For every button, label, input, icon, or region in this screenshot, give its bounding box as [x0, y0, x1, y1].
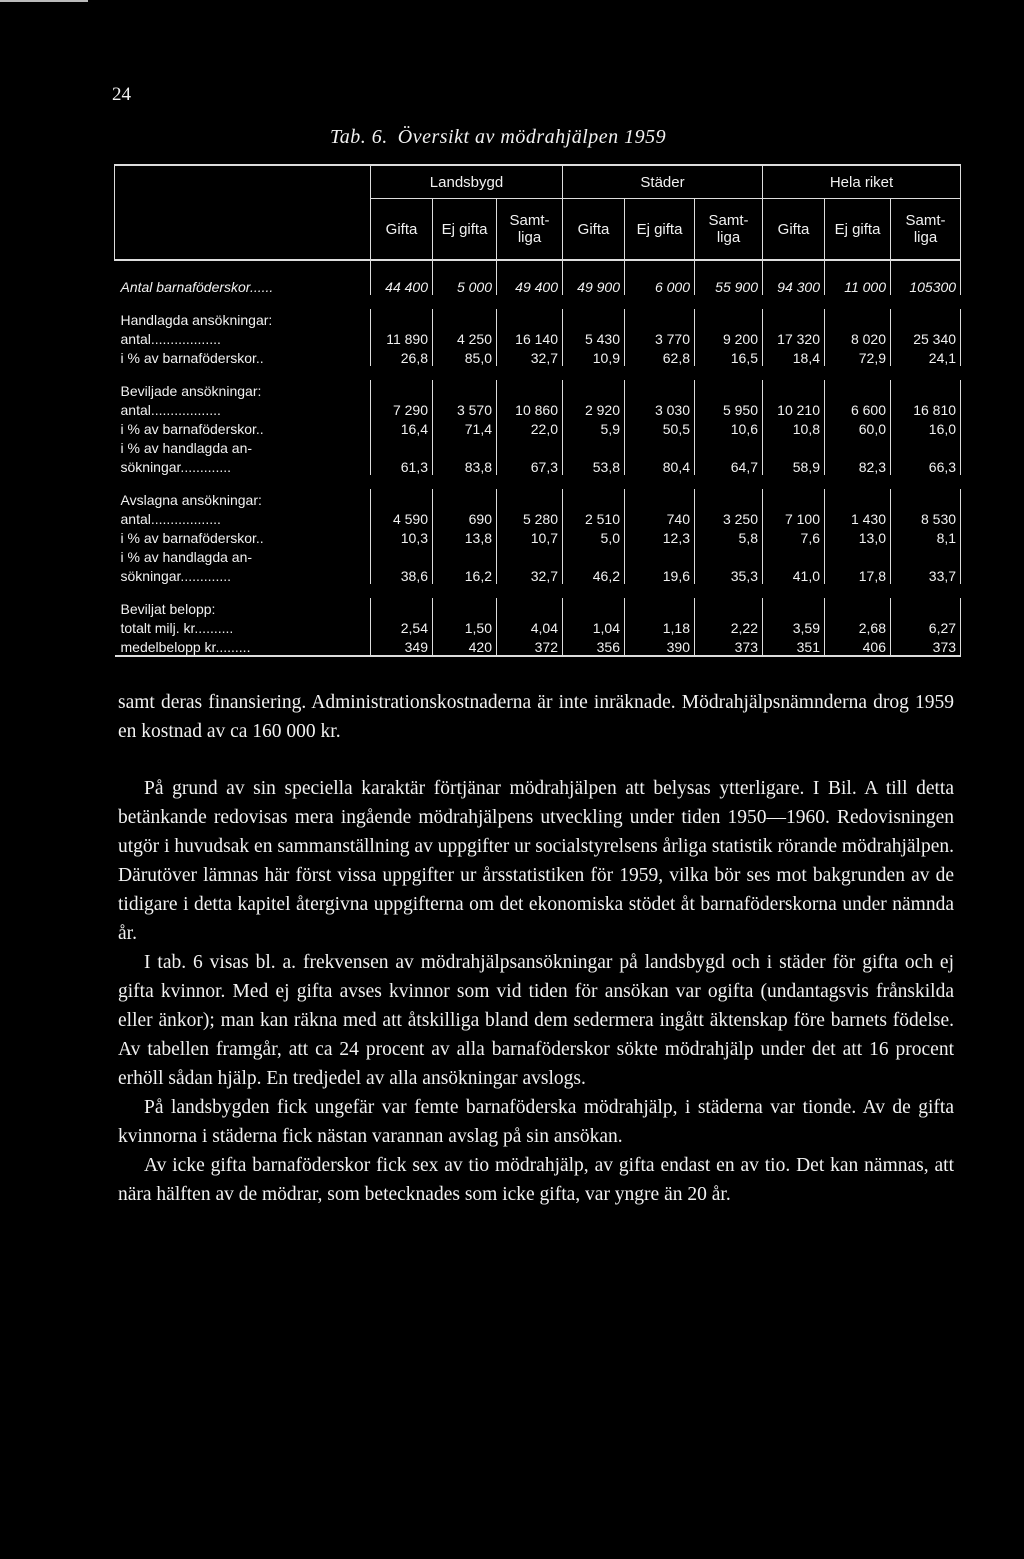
column-header: Gifta: [371, 199, 433, 261]
table-cell: 64,7: [695, 456, 763, 475]
table-row: [115, 418, 961, 437]
table-cell: 10,9: [563, 347, 625, 366]
table-cell: 690: [433, 508, 497, 527]
table-row: [115, 617, 961, 636]
table-cell: 22,0: [497, 418, 563, 437]
row-spacer: [115, 366, 961, 380]
row-label: i % av barnaföderskor..: [120, 350, 264, 366]
table-row: [115, 456, 961, 475]
table-cell: 46,2: [563, 565, 625, 584]
table-row: [115, 347, 961, 366]
column-header: Ej gifta: [625, 199, 695, 261]
scan-edge-line: [0, 0, 88, 2]
table-row: [115, 260, 961, 295]
page-number: 24: [112, 84, 131, 105]
table-cell: 1,50: [433, 617, 497, 636]
table-cell: 32,7: [497, 347, 563, 366]
table-cell: 11 000: [825, 260, 891, 295]
row-label: Antal barnaföderskor......: [120, 279, 274, 295]
table-cell: 10 210: [763, 399, 825, 418]
table-cell: [371, 437, 433, 456]
table-cell: [825, 437, 891, 456]
stub-header: [115, 165, 371, 260]
table-row: [115, 309, 961, 328]
table-cell: 60,0: [825, 418, 891, 437]
column-header: Ej gifta: [825, 199, 891, 261]
table-cell: 10 860: [497, 399, 563, 418]
table-cell: [763, 309, 825, 328]
table-cell: 3,59: [763, 617, 825, 636]
table-cell: 17,8: [825, 565, 891, 584]
table-cell: 6 000: [625, 260, 695, 295]
table-cell: 2 920: [563, 399, 625, 418]
table-cell: [695, 489, 763, 508]
group-header: Landsbygd: [371, 165, 563, 199]
row-label: Handlagda ansökningar:: [120, 312, 273, 328]
table-cell: 2,68: [825, 617, 891, 636]
table-cell: [695, 380, 763, 399]
table-cell: 1 430: [825, 508, 891, 527]
table-row: [115, 636, 961, 656]
table-cell: 10,8: [763, 418, 825, 437]
table-cell: 72,9: [825, 347, 891, 366]
column-header: Gifta: [763, 199, 825, 261]
table-cell: [695, 437, 763, 456]
table-cell: [497, 380, 563, 399]
paragraph: samt deras finansiering. Administrationskostnaderna är inte inräknade. Mödrahjälpsnämnderna drog 1959 en kostnad av ca 160 000 kr.: [118, 692, 954, 742]
table-cell: [891, 598, 961, 617]
table-cell: 16,5: [695, 347, 763, 366]
table-cell: 740: [625, 508, 695, 527]
table-cell: [825, 380, 891, 399]
table-cell: 3 770: [625, 328, 695, 347]
row-label: totalt milj. kr..........: [120, 620, 234, 636]
paragraph: På landsbygden fick ungefär var femte barnaföderska mödrahjälp, i städerna var tionde. Av de gifta kvinnorna i städerna fick nästan varannan avslag på sin ansökan.: [118, 1097, 954, 1147]
table-cell: 16,4: [371, 418, 433, 437]
table-cell: 349: [371, 636, 433, 656]
column-header: Gifta: [563, 199, 625, 261]
table-cell: 406: [825, 636, 891, 656]
row-label: i % av handlagda an-: [120, 440, 253, 456]
table-cell: 49 900: [563, 260, 625, 295]
table-cell: 10,7: [497, 527, 563, 546]
table-row: [115, 399, 961, 418]
table-cell: [763, 598, 825, 617]
table-cell: 19,6: [625, 565, 695, 584]
table-cell: 105300: [891, 260, 961, 295]
table-cell: 6,27: [891, 617, 961, 636]
table-cell: 17 320: [763, 328, 825, 347]
table-cell: 41,0: [763, 565, 825, 584]
table-cell: 25 340: [891, 328, 961, 347]
row-label: Beviljade ansökningar:: [120, 383, 262, 399]
table-cell: [433, 309, 497, 328]
table-cell: [433, 598, 497, 617]
table-row: [115, 527, 961, 546]
table-row: [115, 546, 961, 565]
table-cell: 18,4: [763, 347, 825, 366]
table-cell: [695, 546, 763, 565]
table-caption-title: Översikt av mödrahjälpen 1959: [397, 126, 667, 148]
table-cell: 372: [497, 636, 563, 656]
table-cell: 3 250: [695, 508, 763, 527]
row-label: i % av handlagda an-: [120, 549, 253, 565]
table-cell: 71,4: [433, 418, 497, 437]
table-cell: [371, 380, 433, 399]
table-cell: 5 430: [563, 328, 625, 347]
table-row: [115, 598, 961, 617]
table-cell: 7 290: [371, 399, 433, 418]
table-cell: 6 600: [825, 399, 891, 418]
row-label: Beviljat belopp:: [120, 601, 216, 617]
table-cell: 44 400: [371, 260, 433, 295]
table-row: [115, 380, 961, 399]
table-cell: 4,04: [497, 617, 563, 636]
paragraph: Av icke gifta barnaföderskor fick sex av tio mödrahjälp, av gifta endast en av tio. Det kan nämnas, att nära hälften av de mödrar, som betecknades som icke gifta, var yngre än 20 år.: [118, 1155, 954, 1205]
table-cell: 80,4: [625, 456, 695, 475]
table-cell: 61,3: [371, 456, 433, 475]
row-spacer: [115, 295, 961, 309]
table-cell: 8 530: [891, 508, 961, 527]
table-cell: 16,0: [891, 418, 961, 437]
table-cell: [433, 380, 497, 399]
table-row: [115, 328, 961, 347]
table-cell: 16 810: [891, 399, 961, 418]
table-cell: 420: [433, 636, 497, 656]
table-cell: 53,8: [563, 456, 625, 475]
table-cell: 9 200: [695, 328, 763, 347]
table-cell: 5,9: [563, 418, 625, 437]
row-spacer: [115, 584, 961, 598]
table-cell: 66,3: [891, 456, 961, 475]
table-cell: 24,1: [891, 347, 961, 366]
table-cell: 5 280: [497, 508, 563, 527]
table-cell: [497, 489, 563, 508]
row-spacer: [115, 475, 961, 489]
table-cell: [625, 598, 695, 617]
table-cell: 5,8: [695, 527, 763, 546]
table-cell: [825, 598, 891, 617]
table-cell: [371, 489, 433, 508]
table-cell: [695, 309, 763, 328]
table-caption-label: Tab. 6.: [330, 126, 388, 148]
table-cell: 33,7: [891, 565, 961, 584]
row-label: medelbelopp kr.........: [115, 636, 371, 656]
table-cell: [497, 598, 563, 617]
statistics-table: [114, 164, 961, 657]
table-cell: 8,1: [891, 527, 961, 546]
row-label: i % av barnaföderskor..: [120, 421, 264, 437]
table-cell: [563, 489, 625, 508]
table-cell: 16,2: [433, 565, 497, 584]
table-cell: 83,8: [433, 456, 497, 475]
table-cell: 67,3: [497, 456, 563, 475]
table-cell: [433, 489, 497, 508]
paragraph: I tab. 6 visas bl. a. frekvensen av mödrahjälpsansökningar på landsbygd och i städer för gifta och ej gifta kvinnor. Med ej gifta avses kvinnor som vid tiden för ansökan var ogifta (undantagsvis frånskilda eller änkor); man kan räkna med att åtskilliga bland dem sedermera ingått äktenskap före barnets födelse. Av tabellen framgår, att ca 24 procent av alla barnaföderskor sökte mödrahjälp under det att 16 procent erhöll sådan hjälp. En tredjedel av alla ansökningar avslogs.: [118, 952, 954, 1089]
table-row: [115, 437, 961, 456]
table-cell: [625, 380, 695, 399]
table-cell: [625, 309, 695, 328]
row-label: sökningar.............: [120, 568, 231, 584]
table-cell: [763, 546, 825, 565]
table-cell: 3 030: [625, 399, 695, 418]
table-cell: [825, 309, 891, 328]
row-label: Avslagna ansökningar:: [120, 492, 262, 508]
table-cell: 5 000: [433, 260, 497, 295]
table-cell: 356: [563, 636, 625, 656]
table-cell: [763, 380, 825, 399]
table-caption: [330, 126, 666, 149]
table-cell: 11 890: [371, 328, 433, 347]
table-cell: [763, 437, 825, 456]
table-row: [115, 508, 961, 527]
row-label: i % av barnaföderskor..: [120, 530, 264, 546]
table-cell: 85,0: [433, 347, 497, 366]
table-cell: 38,6: [371, 565, 433, 584]
table-cell: 3 570: [433, 399, 497, 418]
table-cell: 26,8: [371, 347, 433, 366]
table-row: [115, 489, 961, 508]
table-cell: [891, 546, 961, 565]
table-cell: [563, 546, 625, 565]
table-cell: 2,54: [371, 617, 433, 636]
table-cell: [825, 546, 891, 565]
table-cell: 13,0: [825, 527, 891, 546]
table-cell: 32,7: [497, 565, 563, 584]
table-cell: [371, 546, 433, 565]
column-header: Samt- liga: [497, 199, 563, 261]
table-cell: 1,04: [563, 617, 625, 636]
table-cell: [371, 598, 433, 617]
table-cell: [763, 489, 825, 508]
table-cell: 373: [891, 636, 961, 656]
table-cell: [497, 309, 563, 328]
table-cell: 16 140: [497, 328, 563, 347]
table-cell: 13,8: [433, 527, 497, 546]
row-label: sökningar.............: [120, 459, 231, 475]
table-cell: 4 250: [433, 328, 497, 347]
column-header: Samt- liga: [695, 199, 763, 261]
table-cell: 82,3: [825, 456, 891, 475]
table-cell: 8 020: [825, 328, 891, 347]
table-row: [115, 565, 961, 584]
table-cell: [891, 489, 961, 508]
column-header: Ej gifta: [433, 199, 497, 261]
table-cell: 390: [625, 636, 695, 656]
table-cell: 10,6: [695, 418, 763, 437]
table-cell: 4 590: [371, 508, 433, 527]
table-cell: [625, 546, 695, 565]
group-header: Hela riket: [763, 165, 961, 199]
table-cell: 10,3: [371, 527, 433, 546]
body-text: [118, 688, 954, 1209]
table-cell: [433, 437, 497, 456]
table-cell: 55 900: [695, 260, 763, 295]
table-cell: 5,0: [563, 527, 625, 546]
table-cell: 351: [763, 636, 825, 656]
table-cell: 50,5: [625, 418, 695, 437]
table-cell: 373: [695, 636, 763, 656]
table-cell: [625, 437, 695, 456]
row-label: antal..................: [120, 331, 221, 347]
table-cell: [625, 489, 695, 508]
table-cell: [891, 380, 961, 399]
table-cell: 7,6: [763, 527, 825, 546]
table-cell: [891, 309, 961, 328]
table-cell: 5 950: [695, 399, 763, 418]
table-cell: [371, 309, 433, 328]
table-cell: 94 300: [763, 260, 825, 295]
table-cell: 7 100: [763, 508, 825, 527]
table-cell: [497, 546, 563, 565]
table-cell: [695, 598, 763, 617]
table-cell: 62,8: [625, 347, 695, 366]
table-cell: 1,18: [625, 617, 695, 636]
table-cell: 2 510: [563, 508, 625, 527]
table-cell: 12,3: [625, 527, 695, 546]
row-label: antal..................: [120, 511, 221, 527]
table-cell: 49 400: [497, 260, 563, 295]
table-cell: 35,3: [695, 565, 763, 584]
table-cell: [433, 546, 497, 565]
table-cell: [563, 380, 625, 399]
table-cell: 2,22: [695, 617, 763, 636]
table-cell: [891, 437, 961, 456]
table-cell: [497, 437, 563, 456]
column-header: Samt- liga: [891, 199, 961, 261]
table-cell: [563, 309, 625, 328]
table-cell: [825, 489, 891, 508]
row-label: antal..................: [120, 402, 221, 418]
paragraph: På grund av sin speciella karaktär förtjänar mödrahjälpen att belysas ytterligare. I Bil. A till detta betänkande redovisas mera ingående mödrahjälpens utveckling under tiden 1950—1960. Redovisningen utgör i huvudsak en sammanställning av uppgifter ur socialstyrelsens årliga statistik rörande mödrahjälpen. Därutöver lämnas här först vissa uppgifter ur årsstatistiken för 1959, vilka bör ses mot bakgrunden av de tidigare i detta kapitel återgivna uppgifterna om det ekonomiska stödet åt barnaföderskorna under nämnda år.: [118, 778, 954, 944]
table-cell: [563, 598, 625, 617]
group-header: Städer: [563, 165, 763, 199]
table-cell: 58,9: [763, 456, 825, 475]
table-cell: [563, 437, 625, 456]
